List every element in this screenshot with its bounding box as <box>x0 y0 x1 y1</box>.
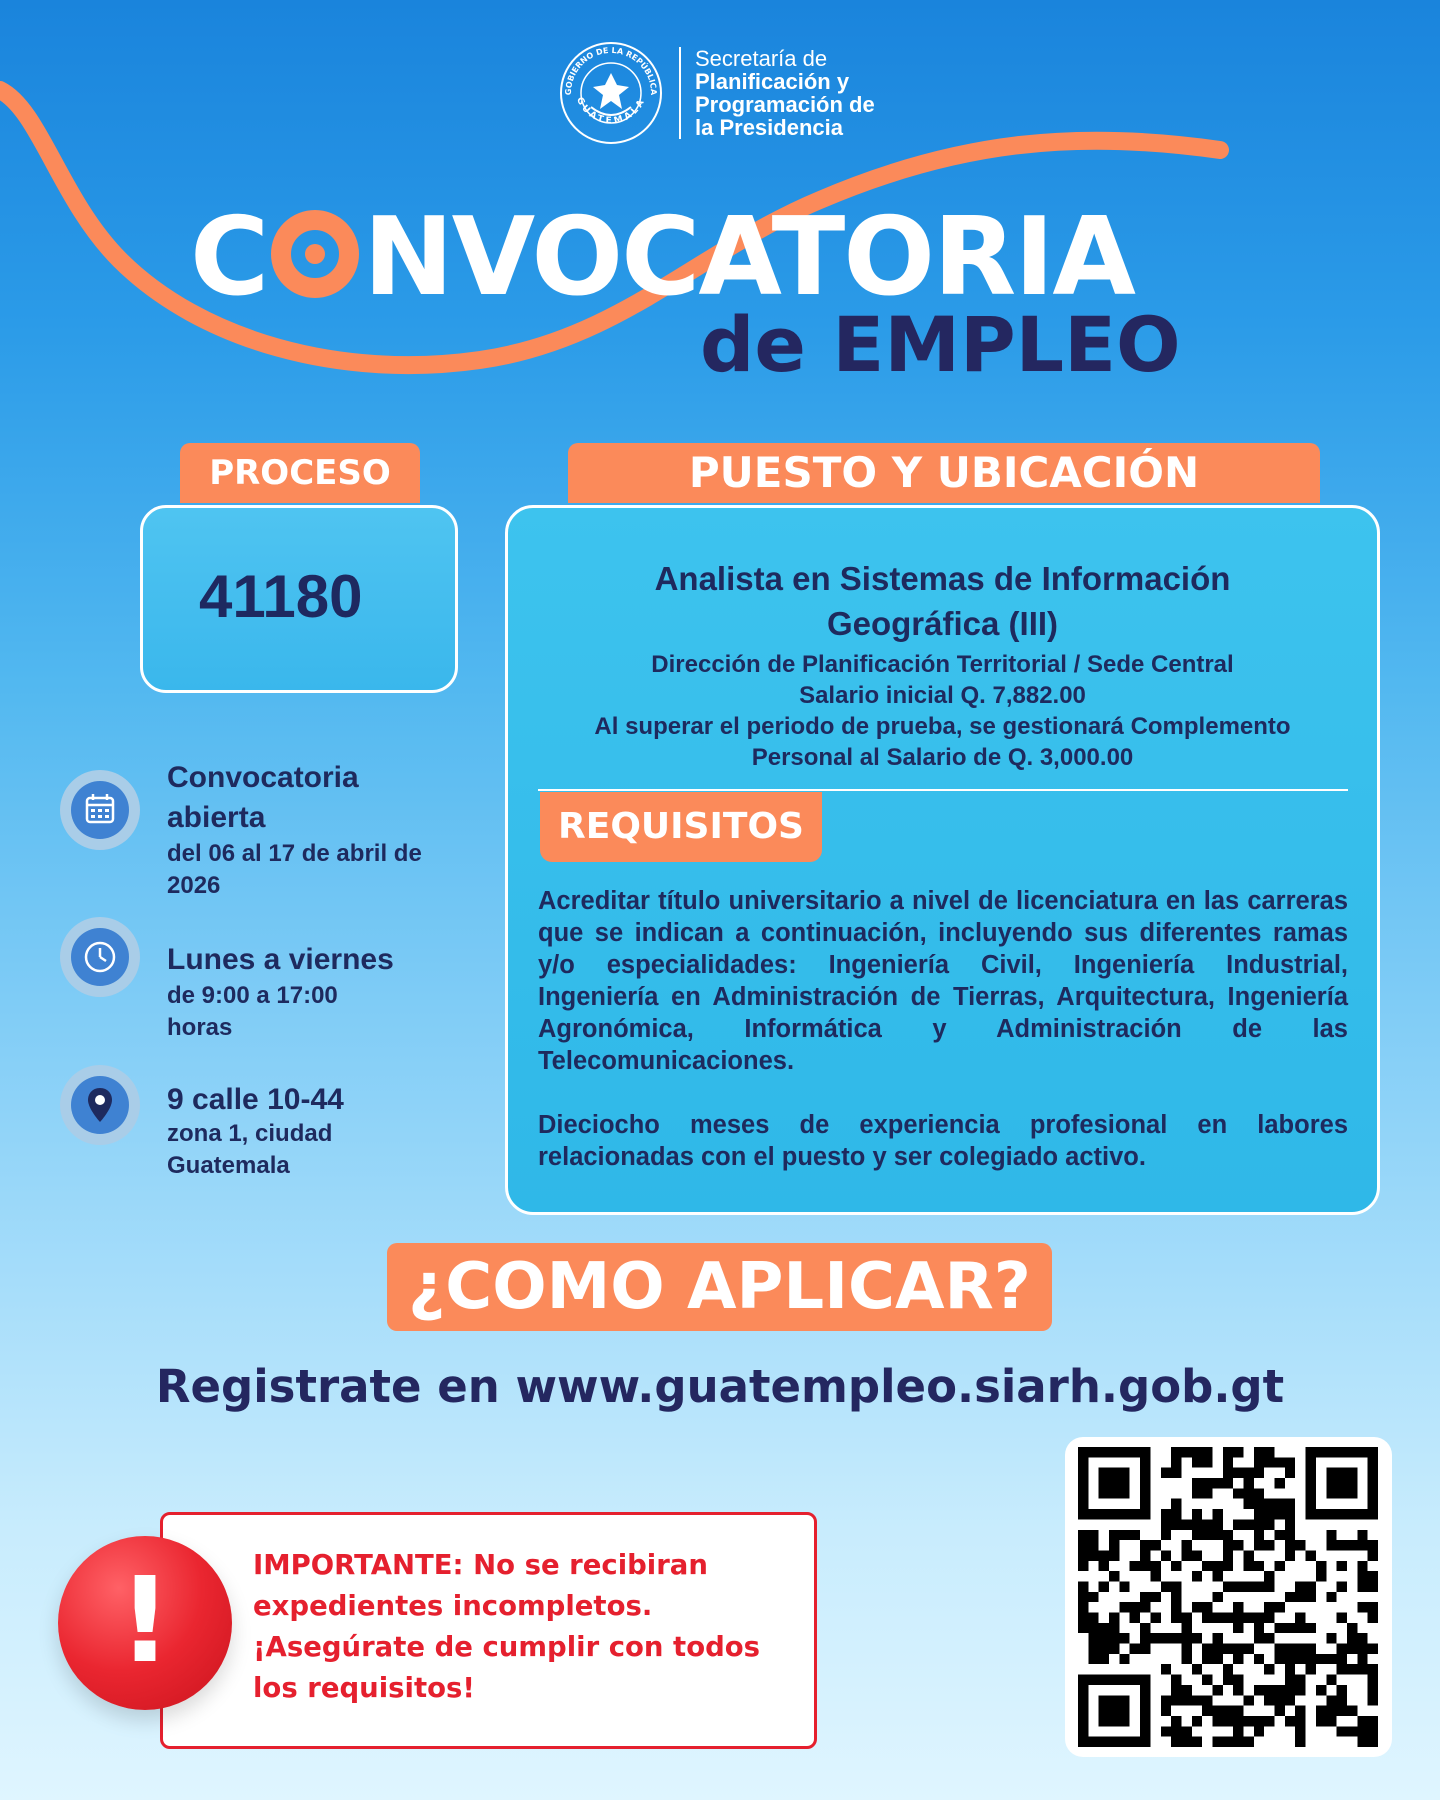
importante-line-1: IMPORTANTE: No se recibiran <box>253 1549 708 1581</box>
puesto-tab: PUESTO Y UBICACIÓN <box>568 443 1320 503</box>
importante-line-2: expedientes incompletos. <box>253 1590 653 1622</box>
title-rest: NVOCATORIA <box>363 195 1135 320</box>
horario-title: Lunes a viernes <box>167 943 394 976</box>
org-line-2: Planificación y <box>695 69 850 94</box>
direccion-title: 9 calle 10-44 <box>167 1083 344 1116</box>
job-location: Dirección de Planificación Territorial / Sede Central <box>651 651 1234 678</box>
registro-link[interactable]: Registrate en www.guatempleo.siarh.gob.gt <box>155 1360 1285 1413</box>
guatemala-seal-icon <box>555 37 667 149</box>
importante-line-4: los requisitos! <box>253 1672 475 1704</box>
title-de-empleo: de EMPLEO <box>700 300 1181 389</box>
direccion-line-2: Guatemala <box>167 1152 290 1179</box>
job-title <box>508 556 1377 646</box>
direccion-line-1: zona 1, ciudad <box>167 1120 333 1147</box>
title-letter-c: C <box>190 195 268 320</box>
exclamation-icon: ! <box>58 1536 232 1710</box>
org-name <box>695 47 875 139</box>
seal-text-top: GOBIERNO DE LA REPÚBLICA <box>563 45 659 96</box>
fecha-range-line-1: del 06 al 17 de abril de <box>167 840 422 867</box>
calendar-icon <box>60 770 140 850</box>
direccion-detail <box>167 1118 332 1182</box>
job-complement-2: Personal al Salario de Q. 3,000.00 <box>751 744 1134 771</box>
horario-hours <box>167 980 338 1044</box>
job-title-line-1: Analista en Sistemas de Información <box>654 560 1231 597</box>
puesto-panel <box>505 505 1380 1215</box>
fecha-range-line-2: 2026 <box>167 872 221 899</box>
proceso-box <box>140 505 458 693</box>
importante-line-3: ¡Asegúrate de cumplir con todos <box>253 1631 761 1663</box>
requisitos-paragraph-2: Dieciocho meses de experiencia profesional en labores relacionadas con el puesto y ser colegiado activo. <box>538 1111 1348 1171</box>
org-line-1: Secretaría de <box>695 46 828 71</box>
header-logo <box>555 38 875 148</box>
job-salary: Salario inicial Q. 7,882.00 <box>799 682 1086 709</box>
seal-text-bottom: GUATEMALA <box>573 95 649 127</box>
fecha-range <box>167 838 422 902</box>
proceso-tab: PROCESO <box>180 443 420 503</box>
como-aplicar-banner: ¿COMO APLICAR? <box>387 1243 1052 1331</box>
job-title-line-2: Geográfica (III) <box>826 605 1059 642</box>
panel-divider <box>538 789 1348 791</box>
job-complement-1: Al superar el periodo de prueba, se gestionará Complemento <box>594 713 1291 740</box>
horario-line-1: de 9:00 a 17:00 <box>167 982 338 1009</box>
fecha-title-line-2: abierta <box>167 801 266 834</box>
qr-code[interactable] <box>1065 1437 1392 1757</box>
title-ring-o <box>269 204 361 296</box>
requisitos-paragraph-1: Acreditar título universitario a nivel de licenciatura en las carreras que se indican a continuación, incluyendo sus diferentes ramas y/o especialidades: Ingeniería Civil, Ingeniería Industrial, Ingeniería en Administración de Tierras, Arquitectura, Ingeniería Agronómica, Informática y Administración de las Telecomunicaciones. <box>538 887 1348 1075</box>
proceso-number: 41180 <box>199 563 363 630</box>
importante-box <box>160 1512 817 1749</box>
org-line-4: la Presidencia <box>695 115 843 140</box>
clock-icon <box>60 917 140 997</box>
header-divider <box>679 47 681 139</box>
org-line-3: Programación de <box>695 92 875 117</box>
fecha-title <box>167 758 359 838</box>
importante-text <box>253 1545 793 1709</box>
fecha-title-line-1: Convocatoria <box>167 761 359 794</box>
location-pin-icon <box>60 1065 140 1145</box>
requisitos-tab: REQUISITOS <box>540 792 822 862</box>
horario-line-2: horas <box>167 1014 233 1041</box>
